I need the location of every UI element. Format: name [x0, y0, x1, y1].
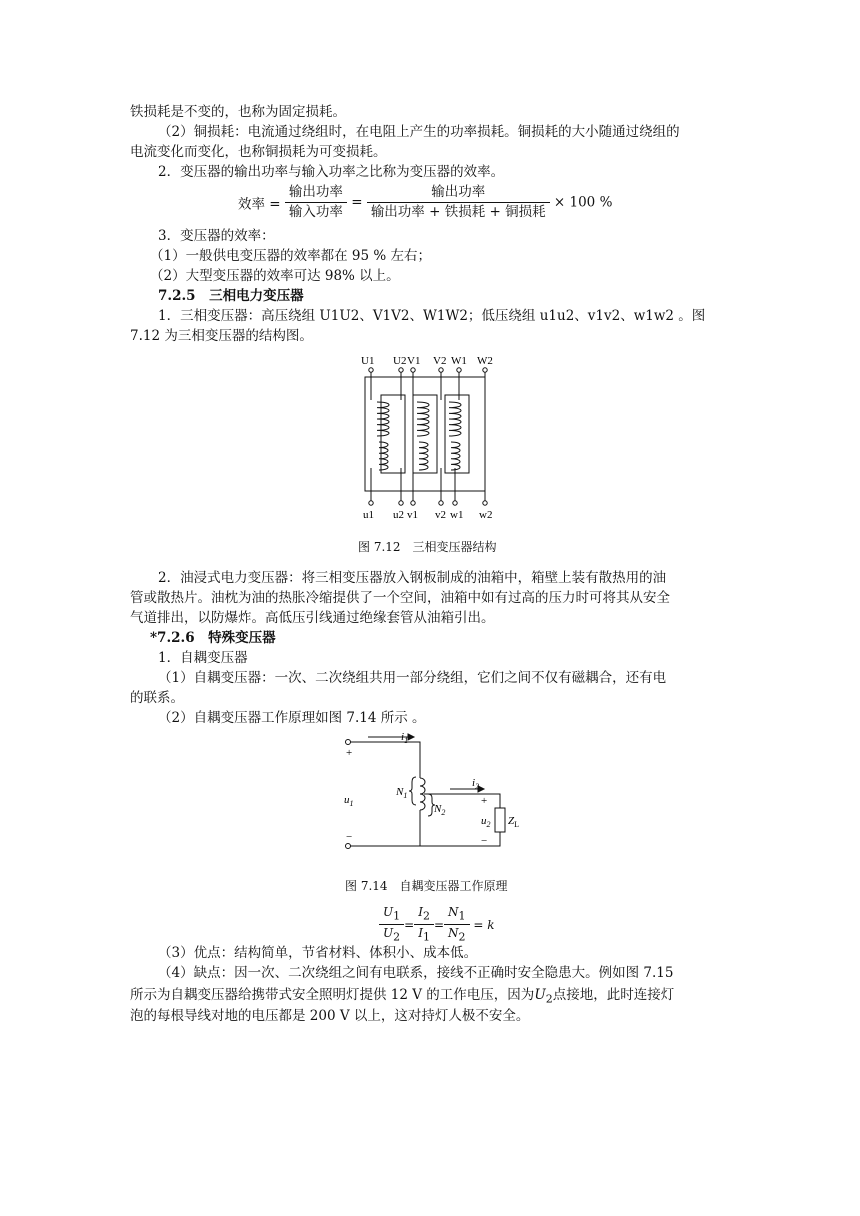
terminal-dot: [411, 501, 415, 505]
svg-text:+: +: [481, 795, 488, 807]
autotransformer-circuit: [338, 728, 538, 856]
terminal-label: V1: [407, 355, 421, 367]
numerator: 输出功率: [285, 183, 347, 203]
denominator: 输入功率: [288, 204, 343, 220]
terminal-label: W1: [451, 355, 467, 367]
winding-coil: [419, 442, 428, 470]
numerator: 输出功率: [367, 183, 550, 203]
formula-lhs: 效率 =: [238, 196, 281, 213]
svg-text:N1: $N_1$: [396, 786, 408, 800]
three-phase-transformer-figure: [355, 350, 505, 522]
figure-caption: 图 7.14 自耦变压器工作原理: [345, 879, 508, 893]
svg-text:+: +: [346, 747, 353, 759]
winding-coil: [449, 402, 461, 436]
svg-text:i1: $i_1$: [401, 731, 409, 745]
terminal-label: u2: [393, 509, 404, 521]
text-line: 2．变压器的输出功率与输入功率之比称为变压器的效率。: [158, 164, 505, 180]
terminal-label: v2: [435, 509, 446, 521]
equals-sign: =: [351, 194, 363, 211]
text-line: 7.12 为三相变压器的结构图。: [130, 328, 313, 344]
text-line: 3．变压器的效率：: [158, 228, 275, 244]
text-line: （1）自耦变压器：一次、二次绕组共用一部分绕组，它们之间不仅有磁耦合，还有电: [158, 670, 667, 686]
text-span: 所示为自耦变压器给携带式安全照明灯提供 12 V 的工作电压，因为: [130, 987, 535, 1003]
ratio-formula: $\frac{U_1}{U_2}$ = $\frac{I_2}{I_1}$ = $\frac{N_1}{N_2}$ = k: [379, 904, 494, 946]
terminal-dot: [457, 368, 461, 372]
terminal-dot: [369, 368, 373, 372]
fraction: [285, 183, 347, 222]
svg-text:−: −: [481, 835, 488, 847]
text-line: （3）优点：结构简单，节省材料、体积小、成本低。: [158, 945, 478, 961]
svg-text:i2: $i_2$: [472, 777, 480, 791]
terminal-dot: [399, 501, 403, 505]
terminal-dot: [439, 368, 443, 372]
svg-text:N2: $N_2$: [434, 803, 446, 817]
text-line: 2．油浸式电力变压器：将三相变压器放入钢板制成的油箱中，箱壁上装有散热用的油: [158, 570, 667, 586]
terminal-label: V2: [433, 355, 447, 367]
fraction: $\frac{N_1}{N_2}$: [444, 904, 470, 946]
terminal-label: w2: [479, 509, 493, 521]
terminal-label: w1: [450, 509, 464, 521]
text-line: （2）自耦变压器工作原理如图 7.14 所示 。: [158, 710, 426, 726]
text-line: （2）铜损耗：电流通过绕组时，在电阻上产生的功率损耗。铜损耗的大小随通过绕组的: [158, 124, 680, 140]
fraction: $\frac{U_1}{U_2}$: [379, 904, 404, 946]
denominator: 输出功率 + 铁损耗 + 铜损耗: [370, 204, 546, 220]
text-line: 铁损耗是不变的，也称为固定损耗。: [130, 104, 346, 120]
text-line: （1）一般供电变压器的效率都在 95 % 左右；: [150, 248, 431, 264]
terminal-dot: [483, 368, 487, 372]
text-line: 1．三相变压器：高压绕组 U1U2、V1V2、W1W2；低压绕组 u1u2、v1v2、w1w2 。图: [158, 308, 706, 324]
text-line: 管或散热片。油枕为油的热胀冷缩提供了一个空间，油箱中如有过高的压力时可将其从安全: [130, 590, 670, 606]
text-line: 电流变化而变化，也称铜损耗为可变损耗。: [130, 144, 387, 160]
svg-text:−: −: [346, 831, 353, 843]
text-line: 气道排出，以防爆炸。高低压引线通过绝缘套管从油箱引出。: [130, 610, 495, 626]
winding-coil: [377, 402, 389, 436]
terminal-label: v1: [407, 509, 418, 521]
section-heading: *7.2.6 特殊变压器: [150, 630, 276, 646]
terminal-label: U1: [361, 355, 375, 367]
winding-coil: [379, 442, 388, 470]
text-line: [130, 986, 674, 1009]
text-line: 1．自耦变压器: [158, 650, 248, 666]
text-line: （2）大型变压器的效率可达 98% 以上。: [150, 268, 400, 284]
svg-text:u1: $u_1$: [344, 794, 354, 808]
terminal-label: W2: [477, 355, 493, 367]
formula-tail: × 100 %: [553, 194, 613, 211]
winding-coil: [417, 402, 429, 436]
terminal-dot: [369, 501, 373, 505]
math-subscript: 2: [545, 992, 553, 1006]
terminal-dot: [439, 501, 443, 505]
text-line: 的联系。: [130, 690, 184, 706]
winding-coil: [451, 442, 460, 470]
terminal-dot: [453, 501, 457, 505]
text-line: 泡的每根导线对地的电压都是 200 V 以上，这对持灯人极不安全。: [130, 1008, 530, 1024]
svg-text:u2: $u_2$: [481, 815, 491, 829]
section-heading: 7.2.5 三相电力变压器: [158, 288, 304, 304]
terminal-label: u1: [363, 509, 374, 521]
fraction: $\frac{I_2}{I_1}$: [414, 904, 434, 946]
math-symbol: U: [534, 987, 546, 1003]
text-span: 点接地，此时连接灯: [552, 987, 675, 1003]
svg-text:ZL: $Z_L$: [508, 815, 520, 829]
text-line: （4）缺点：因一次、二次绕组之间有电联系，接线不正确时安全隐患大。例如图 7.15: [158, 965, 674, 981]
fraction: [367, 183, 550, 222]
terminal-dot: [399, 368, 403, 372]
figure-caption: 图 7.12 三相变压器结构: [358, 540, 497, 554]
efficiency-formula: [238, 183, 612, 222]
terminal-label: U2: [393, 355, 407, 367]
terminal-dot: [411, 368, 415, 372]
terminal-dot: [483, 501, 487, 505]
